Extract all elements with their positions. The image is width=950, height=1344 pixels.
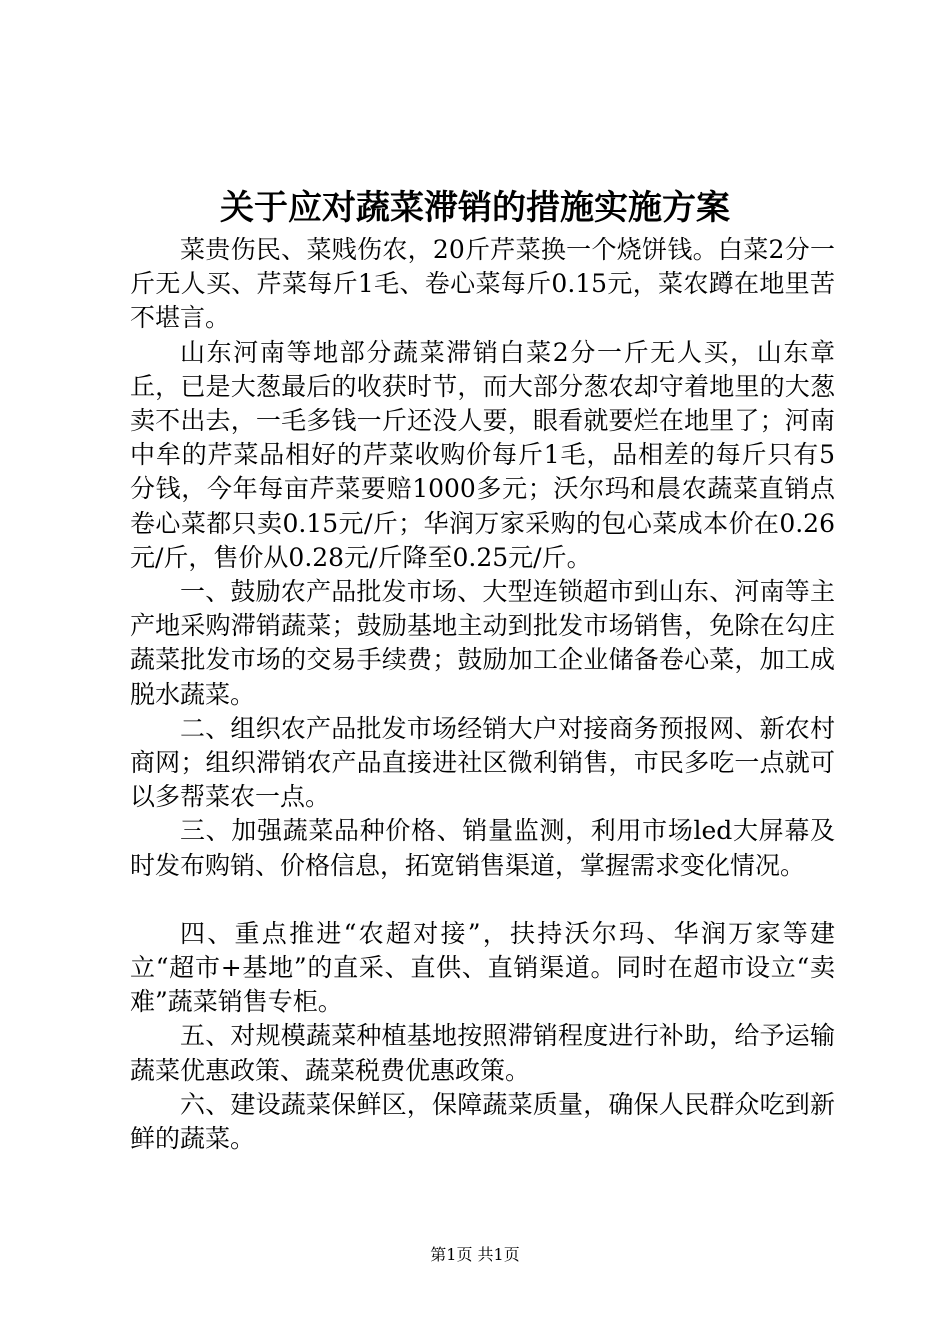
- document-title: 关于应对蔬菜滞销的措施实施方案: [220, 188, 730, 228]
- paragraph-measure-5: 五、对规模蔬菜种植基地按照滞销程度进行补助，给予运输蔬菜优惠政策、蔬菜税费优惠政策。: [130, 1021, 835, 1085]
- page-footer: 第1页 共1页: [430, 1245, 520, 1264]
- paragraph-measure-3: 三、加强蔬菜品种价格、销量监测，利用市场led大屏幕及时发布购销、价格信息，拓宽销售渠道，掌握需求变化情况。: [130, 816, 835, 880]
- paragraph-measure-4: 四、重点推进“农超对接”，扶持沃尔玛、华润万家等建立“超市+基地”的直采、直供、直销渠道。同时在超市设立“卖难”蔬菜销售专柜。: [130, 918, 835, 1017]
- blank-line: [130, 883, 835, 917]
- paragraph-measure-2: 二、组织农产品批发市场经销大户对接商务预报网、新农村商网；组织滞销农产品直接进社区微利销售，市民多吃一点就可以多帮菜农一点。: [130, 713, 835, 812]
- paragraph-measure-1: 一、鼓励农产品批发市场、大型连锁超市到山东、河南等主产地采购滞销蔬菜；鼓励基地主动到批发市场销售，免除在勾庄蔬菜批发市场的交易手续费；鼓励加工企业储备卷心菜，加工成脱水蔬菜。: [130, 577, 835, 709]
- paragraph-situation: 山东河南等地部分蔬菜滞销白菜2分一斤无人买，山东章丘，已是大葱最后的收获时节，而大部分葱农却守着地里的大葱卖不出去，一毛多钱一斤还没人要，眼看就要烂在地里了；河南中牟的芹菜品相好的芹菜收购价每斤1毛，品相差的每斤只有5分钱，今年每亩芹菜要赔1000多元；沃尔玛和晨农蔬菜直销点卷心菜都只卖0.15元/斤；华润万家采购的包心菜成本价在0.26元/斤，售价从0.28元/斤降至0.25元/斤。: [130, 337, 835, 572]
- document-body: [130, 233, 835, 1156]
- paragraph-measure-6: 六、建设蔬菜保鲜区，保障蔬菜质量，确保人民群众吃到新鲜的蔬菜。: [130, 1089, 835, 1154]
- paragraph-intro: 菜贵伤民、菜贱伤农，20斤芹菜换一个烧饼钱。白菜2分一斤无人买、芹菜每斤1毛、卷心菜每斤0.15元，菜农蹲在地里苦不堪言。: [130, 235, 835, 333]
